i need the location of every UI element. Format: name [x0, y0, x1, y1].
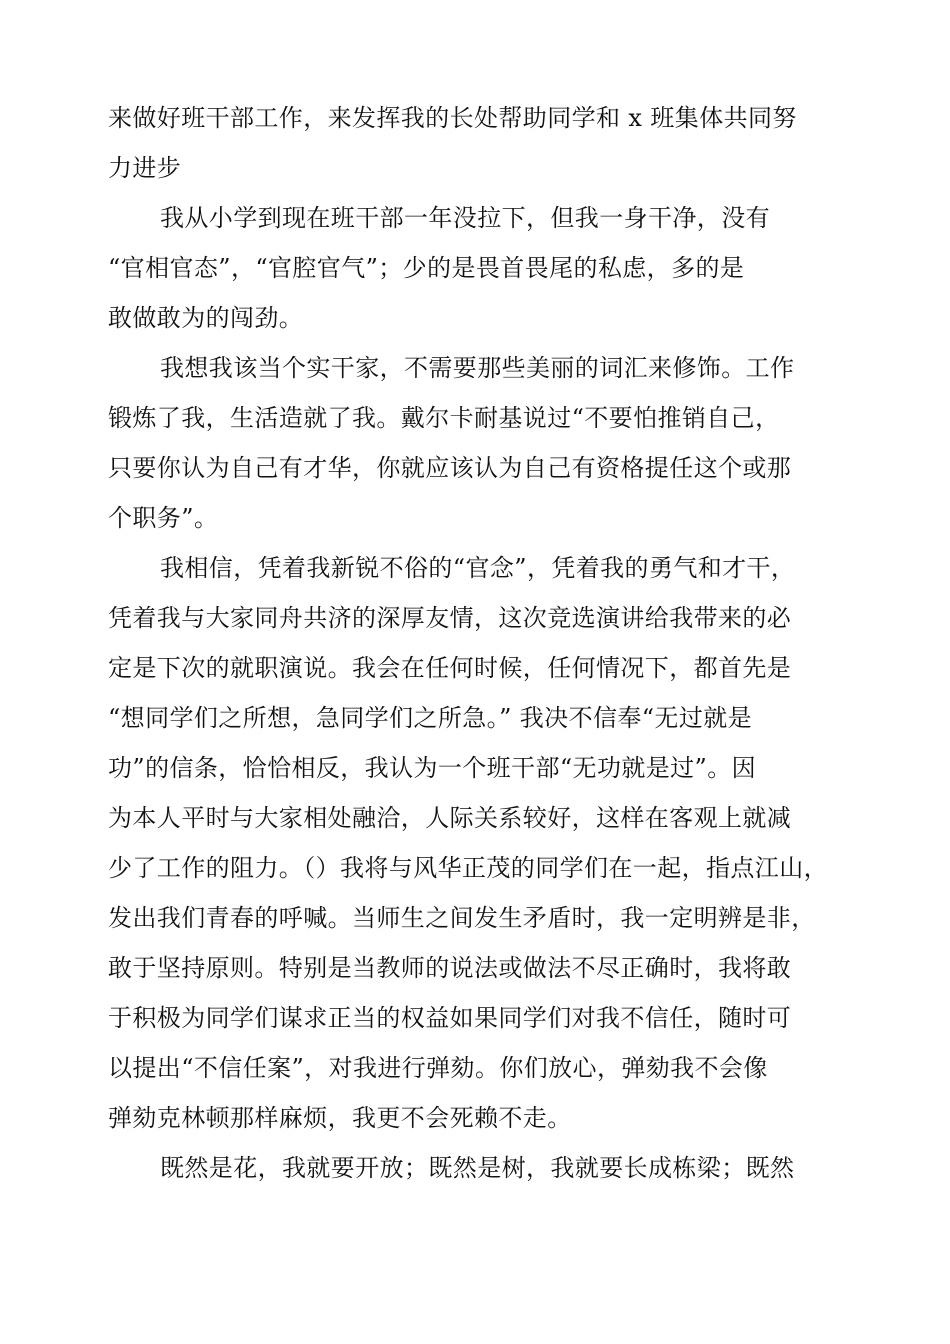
text-line: 锻炼了我，生活造就了我。戴尔卡耐基说过“不要怕推销自己， [108, 404, 780, 432]
text-line: 凭着我与大家同舟共济的深厚友情，这次竞选演讲给我带来的必 [108, 604, 792, 632]
paragraph-start-line: 我想我该当个实干家，不需要那些美丽的词汇来修饰。工作 [160, 354, 795, 382]
text-line: 为本人平时与大家相处融洽，人际关系较好，这样在客观上就减 [108, 804, 792, 832]
text-line: “官相官态”，“官腔官气”；少的是畏首畏尾的私虑，多的是 [108, 254, 745, 282]
text-line: 定是下次的就职演说。我会在任何时候，任何情况下，都首先是 [108, 654, 792, 682]
text-line: 发出我们青春的呼喊。当师生之间发生矛盾时，我一定明辨是非， [108, 904, 816, 932]
text-line: 只要你认为自己有才华，你就应该认为自己有资格提任这个或那 [108, 454, 792, 482]
text-line: 敢做敢为的闯劲。 [108, 304, 304, 332]
text-line: 敢于坚持原则。特别是当教师的说法或做法不尽正确时，我将敢 [108, 954, 792, 982]
text-line: 个职务”。 [108, 504, 219, 532]
paragraph-start-line: 我从小学到现在班干部一年没拉下，但我一身干净，没有 [160, 204, 770, 232]
text-line: 弹劾克林顿那样麻烦，我更不会死赖不走。 [108, 1104, 572, 1132]
text-line: 功”的信条，恰恰相反，我认为一个班干部“无功就是过”。因 [108, 754, 757, 782]
text-line: 于积极为同学们谋求正当的权益如果同学们对我不信任，随时可 [108, 1004, 792, 1032]
text-line: “想同学们之所想，急同学们之所急。” 我决不信奉“无过就是 [108, 704, 753, 732]
paragraph-start-line: 既然是花，我就要开放；既然是树，我就要长成栋梁；既然 [160, 1154, 795, 1182]
text-line: 以提出“不信任案”，对我进行弹劾。你们放心，弹劾我不会像 [108, 1054, 768, 1082]
paragraph-start-line: 我相信，凭着我新锐不俗的“官念”，凭着我的勇气和才干， [160, 554, 796, 582]
text-line: 少了工作的阻力。（）我将与风华正茂的同学们在一起，指点江山， [108, 854, 828, 882]
text-line: 力进步 [108, 154, 182, 182]
text-line: 来做好班干部工作，来发挥我的长处帮助同学和 x 班集体共同努 [108, 104, 797, 132]
